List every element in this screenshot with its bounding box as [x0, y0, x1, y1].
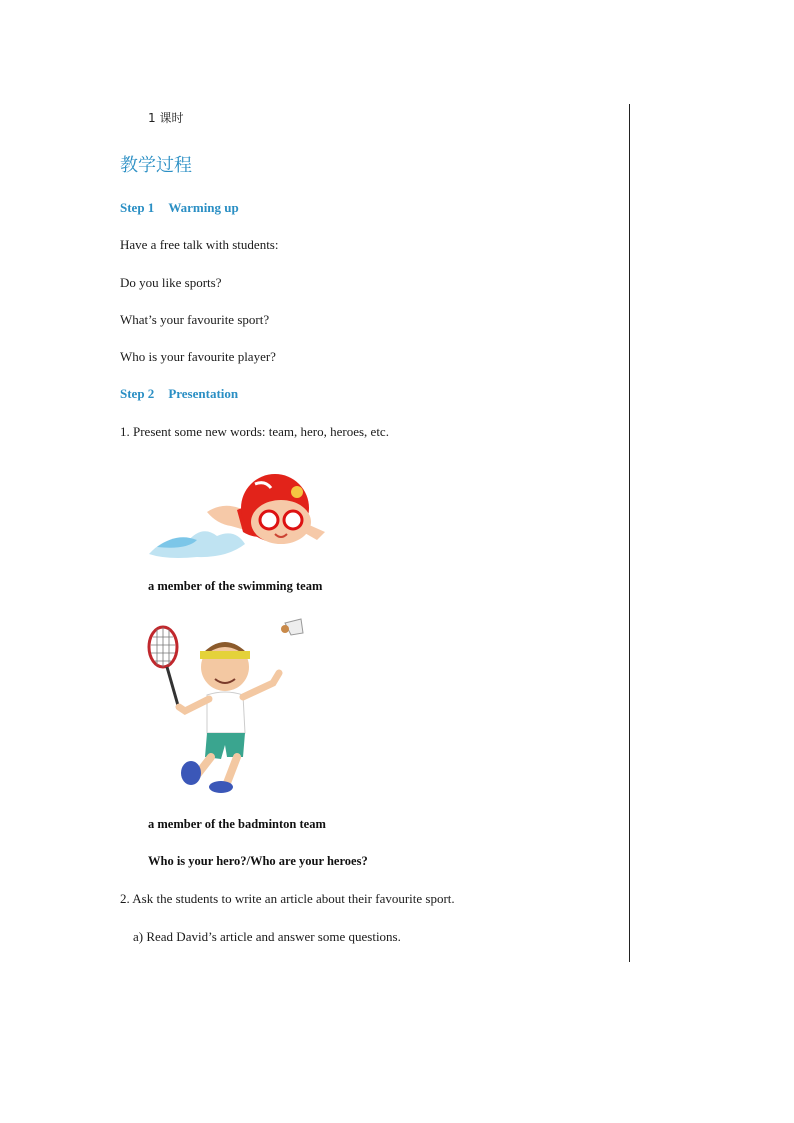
player-shirt	[207, 692, 245, 733]
headband	[200, 651, 250, 659]
section-title: 教学过程	[120, 155, 192, 176]
warmup-line-3: What’s your favourite sport?	[120, 312, 270, 327]
hero-question: Who is your hero?/Who are your heroes?	[148, 854, 368, 868]
racket-handle	[167, 667, 179, 709]
warmup-line-2: Do you like sports?	[120, 275, 222, 290]
item-2a-text: a) Read David’s article and answer some questions.	[133, 929, 401, 944]
shuttlecock-base	[281, 625, 289, 633]
step1-heading	[120, 200, 239, 216]
page-right-rule	[629, 104, 630, 962]
step1-title: Warming up	[168, 200, 239, 215]
cap-flower-icon	[291, 486, 303, 498]
badminton-player-illustration	[145, 615, 310, 795]
warmup-line-1: Have a free talk with students:	[120, 237, 279, 252]
goggle-left	[260, 511, 278, 529]
step1-number: Step 1	[120, 200, 155, 215]
item-1-text: 1. Present some new words: team, hero, heroes, etc.	[120, 424, 389, 439]
warmup-line-4: Who is your favourite player?	[120, 349, 276, 364]
step2-title: Presentation	[168, 386, 239, 401]
step2-heading	[120, 386, 238, 402]
player-shoe-right	[209, 781, 233, 793]
item-2-text: 2. Ask the students to write an article about their favourite sport.	[120, 891, 455, 906]
caption-swimming: a member of the swimming team	[148, 579, 323, 593]
player-arm-left	[179, 699, 209, 711]
swimmer-illustration	[147, 462, 327, 562]
step2-number: Step 2	[120, 386, 155, 401]
class-period: 1 课时	[148, 111, 184, 125]
caption-badminton: a member of the badminton team	[148, 817, 326, 831]
swimmer-hand	[303, 524, 325, 540]
player-arm-right	[243, 673, 279, 697]
player-shoe-left	[181, 761, 201, 785]
player-leg-right	[227, 757, 237, 783]
goggle-right	[284, 511, 302, 529]
